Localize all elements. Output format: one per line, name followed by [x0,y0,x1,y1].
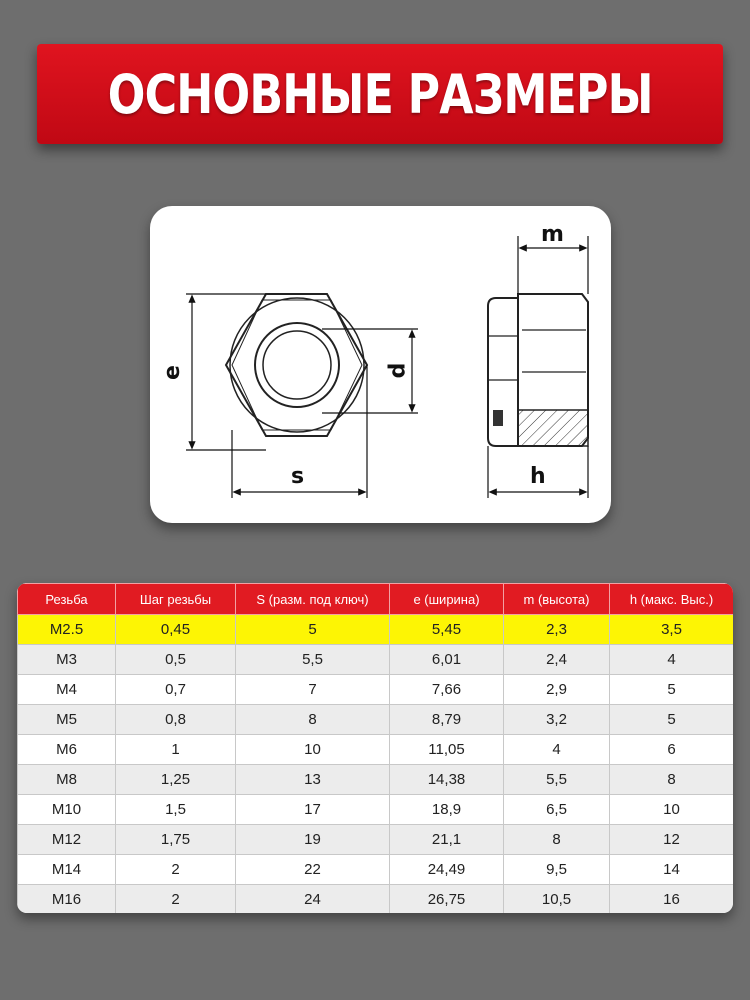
table-cell: 3,5 [610,615,734,645]
nut-drawing-card [150,206,611,523]
table-row [18,855,734,885]
table-cell: 7,66 [390,675,504,705]
table-cell: 5 [236,615,390,645]
table-cell: 11,05 [390,735,504,765]
table-cell: 10,5 [504,885,610,914]
table-cell: 7 [236,675,390,705]
table-cell: 12 [610,825,734,855]
table-row [18,615,734,645]
table-cell: 2,9 [504,675,610,705]
table-cell: 16 [610,885,734,914]
side-dimensions [488,236,588,498]
table-cell: 4 [504,735,610,765]
table-cell: 2 [116,855,236,885]
table-cell: 0,7 [116,675,236,705]
table-cell: 0,45 [116,615,236,645]
table-cell: 10 [610,795,734,825]
col-header-m: m (высота) [504,584,610,615]
table-cell: 9,5 [504,855,610,885]
table-row [18,645,734,675]
table-cell: 8,79 [390,705,504,735]
table-cell: M8 [18,765,116,795]
nylon-insert [493,410,503,426]
table-cell: 6,5 [504,795,610,825]
table-cell: 1 [116,735,236,765]
col-header-h: h (макс. Выс.) [610,584,734,615]
table-cell: 8 [236,705,390,735]
table-cell: 6,01 [390,645,504,675]
table-cell: 14,38 [390,765,504,795]
table-cell: M12 [18,825,116,855]
table-cell: 0,8 [116,705,236,735]
table-cell: 5,5 [236,645,390,675]
col-header-e: e (ширина) [390,584,504,615]
table-row [18,885,734,914]
table-cell: 4 [610,645,734,675]
dim-label-h: h [530,464,546,489]
table-cell: 0,5 [116,645,236,675]
table-cell: M6 [18,735,116,765]
table-cell: 1,75 [116,825,236,855]
dim-label-d: d [385,362,411,379]
table-cell: 5 [610,675,734,705]
table-cell: 26,75 [390,885,504,914]
table-cell: 1,5 [116,795,236,825]
table-cell: 21,1 [390,825,504,855]
table-cell: 24,49 [390,855,504,885]
table-cell: 5,45 [390,615,504,645]
table-cell: 8 [610,765,734,795]
table-cell: M16 [18,885,116,914]
table-cell: 6 [610,735,734,765]
table-row [18,765,734,795]
table-cell: 1,25 [116,765,236,795]
thread-inner-circle [263,331,331,399]
table-cell: 18,9 [390,795,504,825]
table-cell: 2,3 [504,615,610,645]
table-cell: 17 [236,795,390,825]
table-cell: 13 [236,765,390,795]
table-cell: 10 [236,735,390,765]
col-header-thread: Резьба [18,584,116,615]
page-title: ОСНОВНЫЕ РАЗМЕРЫ [107,62,653,126]
table-cell: 22 [236,855,390,885]
table-header-row [18,584,734,615]
table-cell: M3 [18,645,116,675]
table-row [18,705,734,735]
table-cell: 5 [610,705,734,735]
table-row [18,825,734,855]
dimensions-table [17,583,733,913]
dim-label-m: m [541,222,564,247]
table-row [18,675,734,705]
table-cell: 14 [610,855,734,885]
table-cell: M2.5 [18,615,116,645]
dim-label-s: s [291,464,305,489]
col-header-pitch: Шаг резьбы [116,584,236,615]
table-cell: 5,5 [504,765,610,795]
table-cell: M10 [18,795,116,825]
table-cell: M14 [18,855,116,885]
thread-outer-circle [255,323,339,407]
front-view [226,294,367,436]
table-cell: 2,4 [504,645,610,675]
col-header-s: S (разм. под ключ) [236,584,390,615]
side-view [488,294,588,446]
title-banner [37,44,723,144]
dim-label-e: e [159,365,185,380]
table-cell: 3,2 [504,705,610,735]
table-cell: 24 [236,885,390,914]
table-cell: 19 [236,825,390,855]
table-row [18,735,734,765]
dimensions-table-wrap [17,583,733,913]
table-cell: 2 [116,885,236,914]
hex-outline [226,294,367,436]
table-row [18,795,734,825]
hatched-section [518,410,588,446]
table-cell: M4 [18,675,116,705]
table-cell: M5 [18,705,116,735]
hex-chamfer-circle [230,298,364,432]
table-cell: 8 [504,825,610,855]
